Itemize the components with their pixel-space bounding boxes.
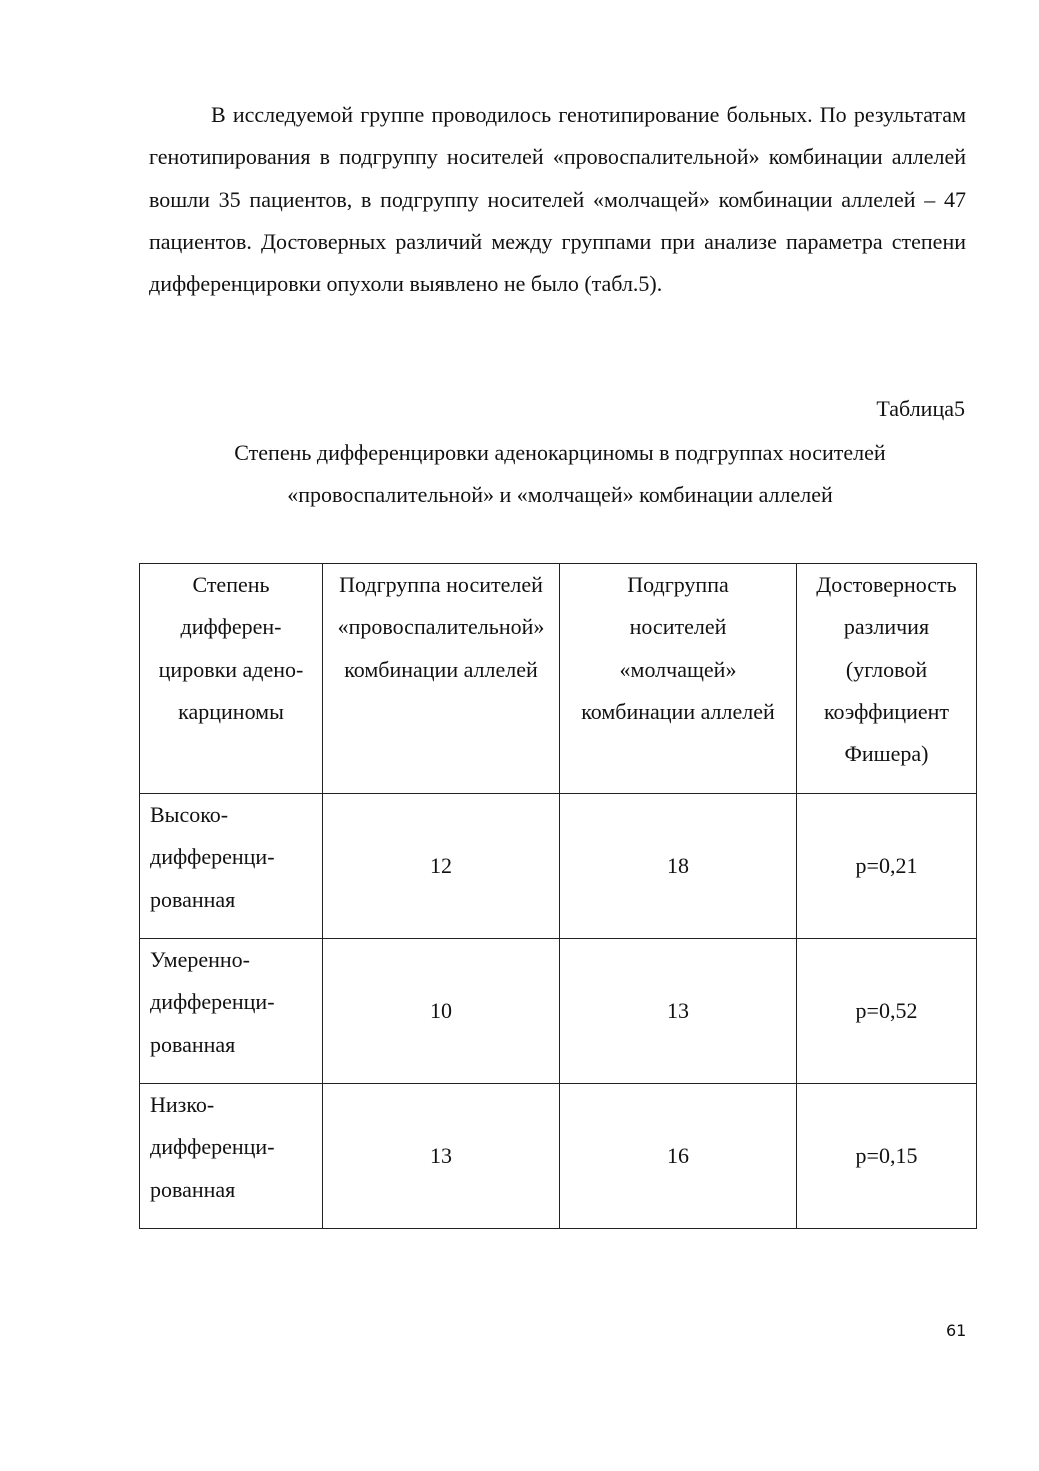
row-label-line: Умеренно- xyxy=(150,947,250,972)
header-line: (угловой xyxy=(845,656,928,682)
table-row xyxy=(140,939,977,1084)
header-silent-subgroup xyxy=(560,564,797,794)
table-row xyxy=(140,1084,977,1229)
header-line: Достоверность xyxy=(816,572,957,597)
page-number: 61 xyxy=(946,1321,967,1340)
header-line: Подгруппа xyxy=(627,572,729,597)
table-row xyxy=(140,794,977,939)
cell-p-value: p=0,21 xyxy=(797,794,977,939)
table-number: Таблица5 xyxy=(876,396,965,421)
row-label-line: рованная xyxy=(150,886,236,912)
differentiation-table xyxy=(139,563,977,1229)
header-line: носителей xyxy=(629,614,727,640)
header-significance xyxy=(797,564,977,794)
cell-proinflammatory-count: 10 xyxy=(323,939,560,1084)
row-label-line: рованная xyxy=(150,1176,236,1202)
header-line: дифферен- xyxy=(180,614,282,640)
cell-proinflammatory-count: 12 xyxy=(323,794,560,939)
header-line: Фишера) xyxy=(844,741,929,767)
header-line: различия xyxy=(843,614,930,640)
intro-paragraph: В исследуемой группе проводилось генотипирование больных. По результатам генотипирования в подгруппу носителей «провоспалительной» комбинации аллелей вошли 35 пациентов, в подгруппу носителей «молчащей» комбинации аллелей – 47 пациентов. Достоверных различий между группами при анализе параметра степени дифференцировки опухоли выявлено не было (табл.5). xyxy=(149,102,966,297)
header-line: Подгруппа носителей xyxy=(339,572,543,597)
cell-silent-count: 18 xyxy=(560,794,797,939)
table-caption-line: Степень дифференцировки аденокарциномы в подгруппах носителей xyxy=(234,440,886,465)
header-line: «провоспалительной» xyxy=(337,614,545,640)
row-label-line: дифференци- xyxy=(150,989,275,1015)
row-label xyxy=(140,794,323,939)
header-line: комбинации аллелей xyxy=(581,698,775,724)
row-label-line: дифференци- xyxy=(150,844,275,870)
cell-proinflammatory-count: 13 xyxy=(323,1084,560,1229)
row-label xyxy=(140,1084,323,1229)
cell-p-value: p=0,52 xyxy=(797,939,977,1084)
row-label xyxy=(140,939,323,1084)
cell-p-value: p=0,15 xyxy=(797,1084,977,1229)
header-line: Степень xyxy=(192,572,270,597)
row-label-line: дифференци- xyxy=(150,1134,275,1160)
cell-silent-count: 13 xyxy=(560,939,797,1084)
row-label-line: рованная xyxy=(150,1031,236,1057)
header-proinflammatory-subgroup xyxy=(323,564,560,794)
table-caption xyxy=(120,432,1000,516)
table-caption-line: «провоспалительной» и «молчащей» комбинации аллелей xyxy=(287,482,833,507)
header-line: «молчащей» xyxy=(619,656,737,682)
table-header-row xyxy=(140,564,977,794)
header-line: коэффициент xyxy=(823,698,949,724)
header-line: комбинации аллелей xyxy=(344,656,538,682)
header-differentiation-degree xyxy=(140,564,323,794)
row-label-line: Низко- xyxy=(150,1092,215,1117)
row-label-line: Высоко- xyxy=(150,802,229,827)
header-line: карциномы xyxy=(178,698,284,724)
header-line: цировки адено- xyxy=(158,656,304,682)
cell-silent-count: 16 xyxy=(560,1084,797,1229)
